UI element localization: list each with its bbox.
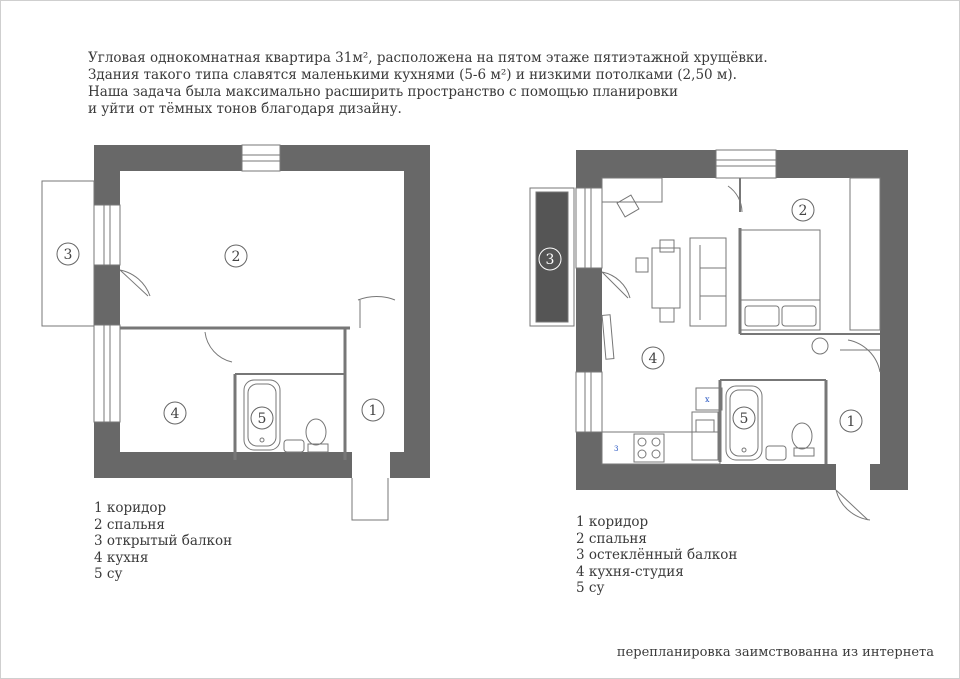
svg-text:3: 3: [614, 445, 619, 453]
label-after-2: 2: [798, 203, 808, 219]
label-before-3: 3: [63, 247, 73, 263]
legend-after: [576, 514, 737, 597]
legend-before-item: 1 коридор: [94, 500, 167, 516]
legend-before-item: 5 су: [94, 566, 123, 582]
legend-after-item: 3 остеклённый балкон: [576, 547, 738, 563]
plan-before: [42, 145, 430, 520]
intro-text: [88, 50, 888, 118]
legend-before: [94, 500, 232, 583]
plan-after: [530, 150, 908, 520]
legend-after-item: 2 спальня: [576, 530, 647, 547]
legend-after-item: 1 коридор: [576, 514, 649, 530]
plan-after-walls: [576, 150, 908, 490]
label-after-5: 5: [739, 411, 749, 427]
intro-line-3: Наша задача была максимально расширить пространство с помощью планировки: [88, 84, 679, 100]
svg-text:x: x: [705, 395, 710, 404]
intro-line-4: и уйти от тёмных тонов благодаря дизайну.: [88, 101, 402, 117]
intro-line-2: Здания такого типа славятся маленькими кухнями (5-6 м²) и низкими потолками (2,50 м).: [88, 67, 737, 83]
label-after-1: 1: [846, 414, 856, 430]
legend-before-item: 3 открытый балкон: [94, 533, 233, 549]
legend-after-item: 5 су: [576, 580, 605, 596]
footnote: перепланировка заимствованна из интернета: [616, 645, 934, 660]
intro-line-1: Угловая однокомнатная квартира 31м², расположена на пятом этаже пятиэтажной хрущёвки.: [88, 50, 768, 66]
label-after-4: 4: [648, 351, 658, 367]
label-before-5: 5: [257, 411, 267, 427]
legend-after-item: 4 кухня-студия: [576, 563, 684, 580]
label-before-1: 1: [368, 403, 378, 419]
label-after-3: 3: [545, 252, 555, 268]
label-before-2: 2: [231, 249, 241, 265]
label-before-4: 4: [170, 406, 180, 422]
legend-before-item: 4 кухня: [94, 549, 149, 566]
legend-before-item: 2 спальня: [94, 516, 165, 533]
